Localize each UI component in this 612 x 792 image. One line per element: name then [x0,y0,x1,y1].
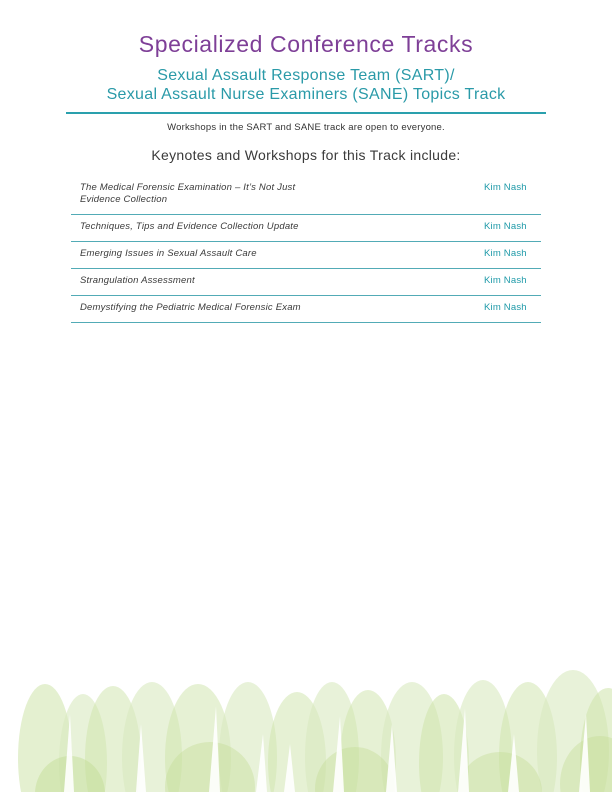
session-title: Demystifying the Pediatric Medical Forensic Exam [80,302,301,313]
session-title: Emerging Issues in Sexual Assault Care [80,248,257,259]
session-presenter: Kim Nash [484,248,527,259]
track-subtitle-line-2: Sexual Assault Nurse Examiners (SANE) Topics Track [106,86,506,103]
foliage-decoration-icon [0,662,612,792]
table-row [71,269,541,296]
table-row [71,242,541,269]
session-presenter: Kim Nash [484,275,527,286]
track-subtitle-line-1: Sexual Assault Response Team (SART)/ [157,67,455,84]
session-title: Techniques, Tips and Evidence Collection Update [80,221,299,232]
keynotes-section-heading: Keynotes and Workshops for this Track include: [151,147,461,163]
page-title: Specialized Conference Tracks [138,31,474,57]
session-title: Strangulation Assessment [80,275,195,286]
session-presenter: Kim Nash [484,302,527,313]
header-divider-rule [66,112,546,114]
session-title: The Medical Forensic Examination – It’s Not Just Evidence Collection [80,182,296,205]
table-row [71,176,541,215]
table-row [71,215,541,242]
sessions-table [71,176,541,323]
session-presenter: Kim Nash [484,221,527,232]
open-to-everyone-note: Workshops in the SART and SANE track are open to everyone. [167,122,445,133]
track-subtitle [0,66,612,104]
session-presenter: Kim Nash [484,182,527,193]
table-row [71,296,541,323]
